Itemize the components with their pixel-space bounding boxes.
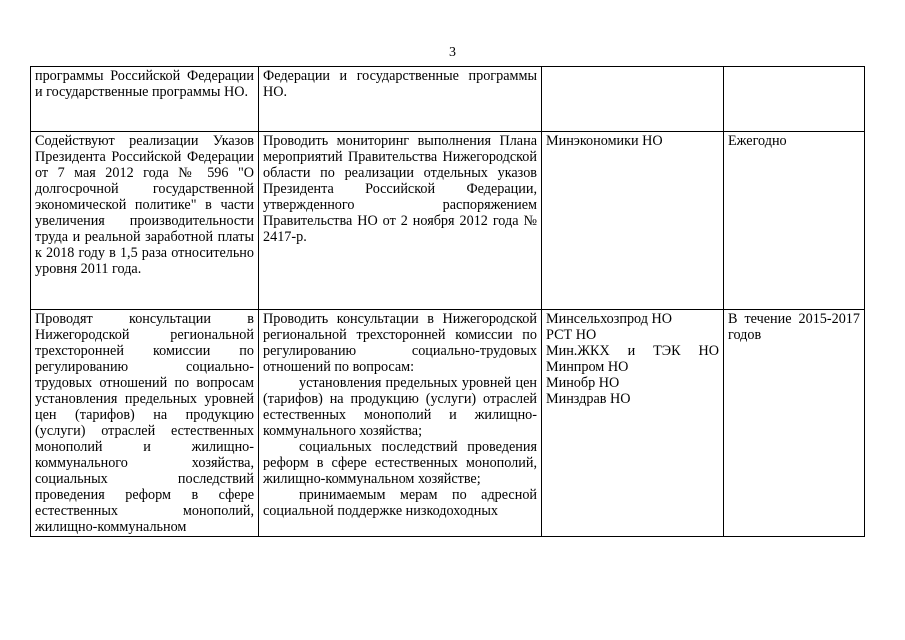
table-row — [31, 132, 865, 310]
table-cell: Проводить мониторинг выполнения Плана мероприятий Правительства Нижегородской области по реализации отдельных указов Президента Российской Федерации, утвержденного распоряжением Правительства НО от 2 ноября 2012 года № 2417-р. — [259, 132, 542, 310]
cell-line: Минобр НО — [546, 375, 620, 391]
cell-line: Минсельхозпрод НО — [546, 311, 672, 327]
table-cell: В течение 2015-2017 годов — [724, 310, 865, 537]
table-cell — [259, 310, 542, 537]
cell-paragraph: социальных последствий проведения реформ в сфере естественных монополий, жилищно-коммунальном хозяйстве; — [263, 439, 537, 487]
table-cell: Ежегодно — [724, 132, 865, 310]
table-cell — [542, 310, 724, 537]
table-cell — [542, 67, 724, 132]
cell-line: РСТ НО — [546, 327, 597, 343]
table-cell: Федерации и государственные программы НО. — [259, 67, 542, 132]
cell-paragraph: установления предельных уровней цен (тарифов) на продукцию (услуги) отраслей естественных монополий и жилищно-коммунального хозяйства; — [263, 375, 537, 439]
table-row — [31, 310, 865, 537]
table-cell: программы Российской Федерации и государственные программы НО. — [31, 67, 259, 132]
cell-line: Минпром НО — [546, 359, 629, 375]
cell-line: Мин.ЖКХ и ТЭК НО — [546, 343, 719, 359]
page-number: 3 — [449, 45, 456, 60]
table-cell: Содействуют реализации Указов Президента Российской Федерации от 7 мая 2012 года № 596 "О долгосрочной государственной экономической политике" в части увеличения производительности труда и реальной заработной платы к 2018 году в 1,5 раза относительно уровня 2011 года. — [31, 132, 259, 310]
plan-table — [30, 66, 865, 537]
table-row — [31, 67, 865, 132]
cell-paragraph: принимаемым мерам по адресной социальной поддержке низкодоходных — [263, 487, 537, 519]
cell-line: Минздрав НО — [546, 391, 631, 407]
table-cell: Проводят консультации в Нижегородской региональной трехсторонней комиссии по регулированию социально-трудовых отношений по вопросам установления предельных уровней цен (тарифов) на продукцию (услуги) отраслей естественных монополий и жилищно-коммунального хозяйства, социальных последствий проведения реформ в сфере естественных монополий, жилищно-коммунальном — [31, 310, 259, 537]
table-cell: Минэкономики НО — [542, 132, 724, 310]
cell-paragraph: Проводить консультации в Нижегородской региональной трехсторонней комиссии по регулированию социально-трудовых отношений по вопросам: — [263, 311, 537, 375]
table-cell — [724, 67, 865, 132]
